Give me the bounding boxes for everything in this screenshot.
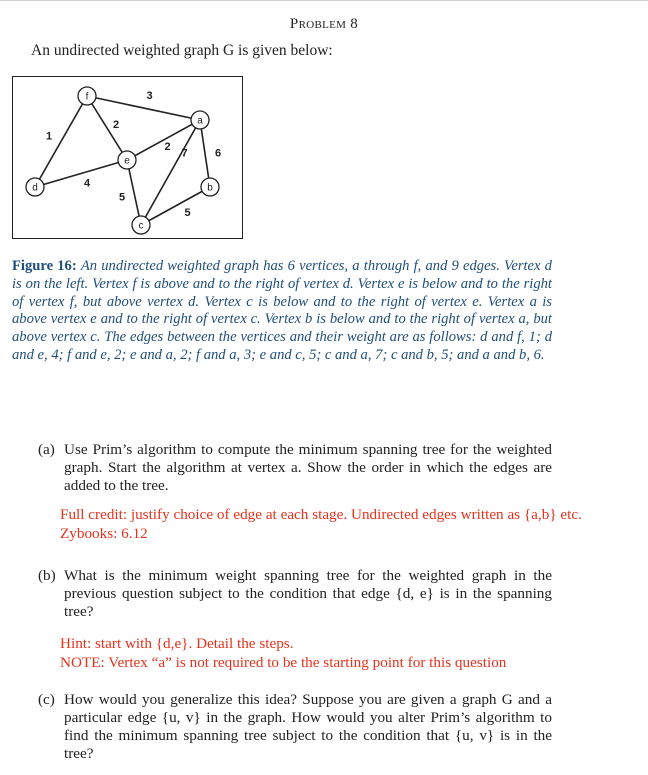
question-b-text: What is the minimum weight spanning tree for the weighted graph in the previous question subject to the condition that edge {d, e} is in the spanning tree?	[64, 567, 552, 620]
edge-f-e	[87, 96, 127, 160]
question-b-label: (b)	[38, 567, 56, 584]
vertex-a	[191, 111, 209, 129]
graph-svg	[13, 77, 244, 240]
weight-e-a: 2	[164, 141, 171, 153]
vertex-a-label: a	[197, 115, 203, 127]
weight-d-f: 1	[45, 130, 53, 143]
weight-d-e: 4	[83, 177, 91, 190]
problem-title-text: Problem 8	[289, 16, 359, 32]
weight-f-a: 3	[146, 90, 153, 102]
weight-e-c: 5	[118, 191, 126, 204]
weight-f-e: 2	[112, 119, 120, 131]
question-a-text: Use Prim’s algorithm to compute the minimum spanning tree for the weighted graph. Start the algorithm at vertex a. Show the order in which the edges are added to the tree.	[64, 441, 552, 494]
page-top-border	[0, 0, 648, 1]
problem-title	[0, 16, 648, 33]
vertex-c	[132, 216, 150, 234]
graph-figure	[12, 76, 243, 239]
weight-c-b: 5	[184, 207, 191, 219]
note-zybooks: Zybooks: 6.12	[60, 525, 148, 542]
edge-f-a	[87, 96, 200, 120]
edge-e-c	[127, 160, 141, 225]
intro-text: An undirected weighted graph G is given below:	[31, 42, 333, 59]
vertex-e-label: e	[124, 155, 130, 167]
question-a	[38, 441, 552, 495]
vertex-c-label: c	[138, 220, 144, 232]
weight-a-b: 6	[214, 147, 222, 160]
question-c-text: How would you generalize this idea? Suppose you are given a graph G and a particular edge {u, v} in the graph. How would you alter Prim’s algorithm to find the minimum spanning tree subject to the condition that {u, v} is in the tree?	[64, 691, 552, 762]
vertex-e	[118, 151, 136, 169]
question-c-label: (c)	[38, 691, 55, 708]
note-hint: Hint: start with {d,e}. Detail the steps.	[60, 635, 294, 652]
edge-a-b	[200, 120, 210, 187]
vertex-b	[201, 178, 219, 196]
vertex-b-label: b	[207, 182, 213, 194]
vertex-f-label: f	[85, 91, 89, 103]
caption-label: Figure 16:	[12, 258, 77, 274]
caption-text: An undirected weighted graph has 6 vertices, a through f, and 9 edges. Vertex d is on the left. Vertex f is above and to the right of vertex d. Vertex e is below and to the right of vertex f, but above vertex d. Vertex c is below and to the right of vertex e. Vertex a is above vertex e and to the right of vertex c. Vertex b is below and to the right of vertex a, but above vertex c. The edges between the vertices and their weight are as follows: d and f, 1; d and e, 4; f and e, 2; e and a, 2; f and a, 3; e and c, 5; c and a, 7; c and b, 5; and a and b, 6.	[12, 258, 552, 363]
vertex-d	[26, 178, 44, 196]
question-a-label: (a)	[38, 441, 55, 458]
question-b	[38, 567, 552, 621]
weight-c-a: 7	[181, 147, 188, 160]
figure-caption	[12, 258, 552, 365]
note-full-credit: Full credit: justify choice of edge at each stage. Undirected edges written as {a,b} etc.	[60, 506, 582, 523]
vertex-d-label: d	[32, 182, 38, 194]
vertex-f	[78, 87, 96, 105]
note-start-vertex: NOTE: Vertex “a” is not required to be the starting point for this question	[60, 654, 507, 671]
question-c	[38, 691, 552, 763]
